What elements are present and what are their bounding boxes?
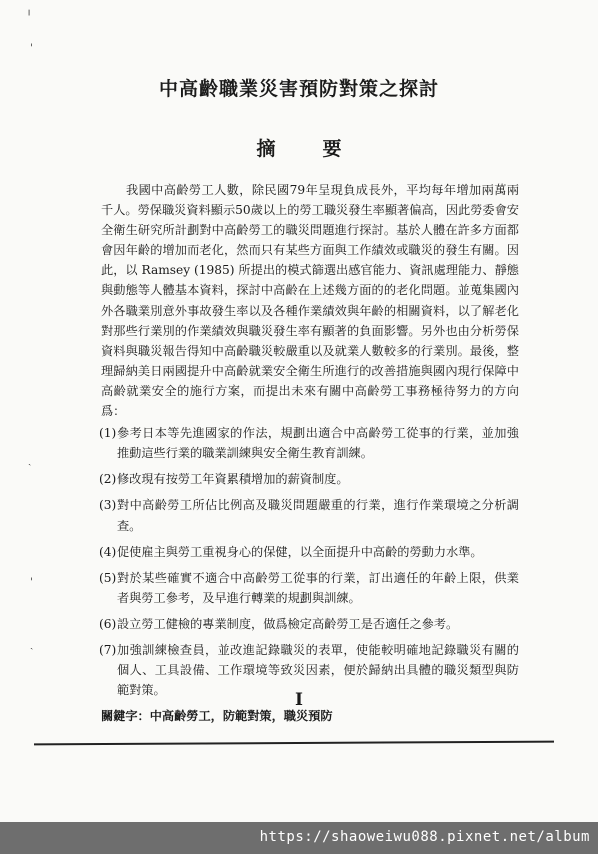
list-item-text: 對中高齡勞工所佔比例高及職災問題嚴重的行業，進行作業環境之分析調查。 xyxy=(117,498,519,533)
list-item-text: 對於某些確實不適合中高齡勞工從事的行業，訂出適任的年齡上限，供業者與勞工參考，及早進行轉業的規劃與訓練。 xyxy=(117,570,519,605)
scan-edge-mark: ╷ xyxy=(26,5,33,16)
list-item-text: 修改現有按勞工年資累積增加的薪資制度。 xyxy=(117,472,349,487)
scan-edge-mark: ' xyxy=(30,577,33,588)
list-item xyxy=(101,495,519,535)
list-item-number: (1) xyxy=(99,426,117,441)
watermark-footer xyxy=(0,822,598,854)
scan-edge-mark: ˏ xyxy=(28,455,32,466)
list-item-number: (3) xyxy=(99,498,117,513)
list-item xyxy=(101,614,519,634)
scan-edge-mark: ˏ xyxy=(30,639,34,650)
keywords-line: 關鍵字：中高齡勞工，防範對策，職災預防 xyxy=(101,709,333,724)
list-item-text: 促使雇主與勞工重視身心的保健，以全面提升中高齡的勞動力水準。 xyxy=(117,544,483,559)
list-item-text: 加強訓練檢查員，並改進記錄職災的表單，使能較明確地記錄職災有關的個人、工具設備、工作環境等致災因素，便於歸納出具體的職災類型與防範對策。 xyxy=(117,642,519,698)
document-title: 中高齡職業災害預防對策之探討 xyxy=(158,78,439,100)
list-item-text: 設立勞工健檢的專業制度，做爲檢定高齡勞工是否適任之參考。 xyxy=(117,616,459,631)
list-item-number: (5) xyxy=(99,570,117,585)
list-item xyxy=(101,423,519,463)
abstract-body xyxy=(101,180,519,726)
intro-paragraph: 我國中高齡勞工人數，除民國79年呈現負成長外，平均每年增加兩萬兩千人。勞保職災資料顯示50歲以上的勞工職災發生率顯著偏高，因此勞委會安全衛生研究所計劃對中高齡勞工的職災問題進行探討。基於人體在許多方面都會因年齡的增加而老化，然而只有某些方面與工作績效或職災的發生有關。因此，以 Ramsey (1985) 所提出的模式篩選出感官能力、資訊處理能力、靜態與動態等人體基本資料，探討中高齡在上述幾方面的的老化問題。並蒐集國內外各職業別意外事故發生率以及各種作業績效與年齡的相關資料，以了解老化對那些行業別的作業績效與職災發生率有顯著的負面影響。另外也由分析勞保資料與職災報告得知中高齡職災較嚴重以及就業人數較多的行業別。最後，整理歸納美日兩國提升中高齡就業安全衛生所進行的改善措施與國內現行保障中高齡就業安全的施行方案，而提出未來有關中高齡勞工事務極待努力的方向爲： xyxy=(101,183,519,419)
list-item xyxy=(101,469,519,489)
page-number: I xyxy=(295,690,303,710)
list-item xyxy=(101,568,519,608)
page-bottom-rule xyxy=(34,741,554,746)
list-item-number: (6) xyxy=(99,616,117,631)
recommendation-list xyxy=(101,423,519,700)
list-item-text: 參考日本等先進國家的作法，規劃出適合中高齡勞工從事的行業，並加強推動這些行業的職業訓練與安全衛生教育訓練。 xyxy=(117,426,519,461)
list-item-number: (4) xyxy=(99,544,117,559)
abstract-heading: 摘 要 xyxy=(256,138,356,160)
watermark-url: https://shaoweiwu088.pixnet.net/album xyxy=(259,829,590,845)
list-item-number: (2) xyxy=(99,472,117,487)
list-item xyxy=(101,542,519,562)
scan-edge-mark: ' xyxy=(30,43,33,54)
list-item-number: (7) xyxy=(99,642,117,657)
